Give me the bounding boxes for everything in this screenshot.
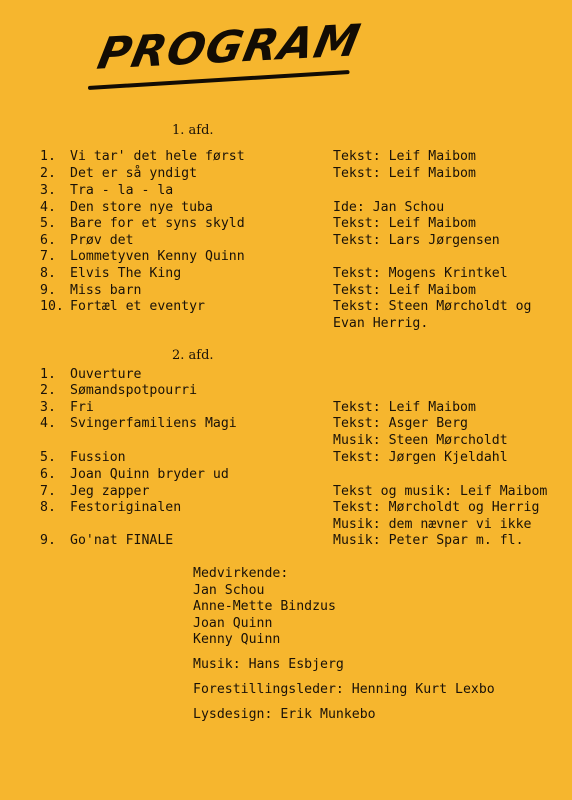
act2-credit: Tekst: Jørgen Kjeldahl (333, 450, 508, 465)
act1-credit: Tekst: Leif Maibom (333, 166, 476, 181)
act1-credit: Tekst: Leif Maibom (333, 216, 476, 231)
act2-credit: Musik: dem nævner vi ikke (333, 517, 532, 532)
act1-heading: 1. afd. (172, 123, 214, 138)
cast-member: Kenny Quinn (193, 632, 281, 647)
director-credit: Forestillingsleder: Henning Kurt Lexbo (193, 682, 495, 697)
act1-credit: Tekst: Leif Maibom (333, 283, 476, 298)
act2-credit: Tekst: Asger Berg (333, 416, 468, 431)
act2-credit: Musik: Peter Spar m. fl. (333, 533, 524, 548)
lighting-credit: Lysdesign: Erik Munkebo (193, 707, 376, 722)
act2-credit: Musik: Steen Mørcholdt (333, 433, 508, 448)
act1-credit: Evan Herrig. (333, 316, 429, 331)
act1-credit: Tekst: Lars Jørgensen (333, 233, 500, 248)
act2-heading: 2. afd. (172, 348, 214, 363)
act1-credit: Tekst: Mogens Krintkel (333, 266, 508, 281)
act2-credit: Tekst: Leif Maibom (333, 400, 476, 415)
act2-credit: Tekst: Mørcholdt og Herrig (333, 500, 540, 515)
act1-credit: Tekst: Leif Maibom (333, 149, 476, 164)
act2-credit: Tekst og musik: Leif Maibom (333, 484, 548, 499)
cast-member: Anne-Mette Bindzus (193, 599, 336, 614)
act1-credit: Tekst: Steen Mørcholdt og (333, 299, 532, 314)
music-credit: Musik: Hans Esbjerg (193, 657, 344, 672)
program-page: PROGRAM 1. afd. 1. Vi tar' det hele først 2. Det er så yndigt 3. Tra - la - la 4. Den store nye tuba 5. Bare for et syns skyld 6. Prøv det 7. Lommetyven Kenny Quinn 8. Elvis The King 9. Miss barn 10. Fortæl et eventyr Tekst: Leif Maibom Tekst: Leif Maibom Ide: Jan Schou Tekst: Leif Maibom Tekst: Lars Jørgensen Tekst: Mogens Krintkel Tekst: Leif Maibom Tekst: Steen Mørcholdt og Evan Herrig. 2. afd. 1. Ouverture 2. Sømandspotpourri 3. Fri 4. Svingerfamiliens Magi 5. Fussion 6. Joan Quinn bryder ud 7. Jeg zapper 8. Festoriginalen 9. Go'nat FINALE Tekst: Leif Maibom Tekst: Asger Berg Musik: Steen Mørcholdt Tekst: Jørgen Kjeldahl Tekst og musik: Leif Maibom Tekst: Mørcholdt og Herrig Musik: dem nævner vi ikke Musik: Peter Spar m. fl. Medvirkende: Jan Schou Anne-Mette Bindzus Joan Quinn Kenny Quinn Musik: Hans Esbjerg Forestillingsleder: Henning Kurt Lexbo Lysdesign: Erik Munkebo (40, 15, 548, 722)
cast-member: Jan Schou (193, 583, 265, 598)
cast-member: Joan Quinn (193, 616, 273, 631)
program-title: PROGRAM (93, 15, 365, 80)
cast-heading: Medvirkende: (193, 566, 289, 581)
act1-credit: Ide: Jan Schou (333, 200, 445, 215)
